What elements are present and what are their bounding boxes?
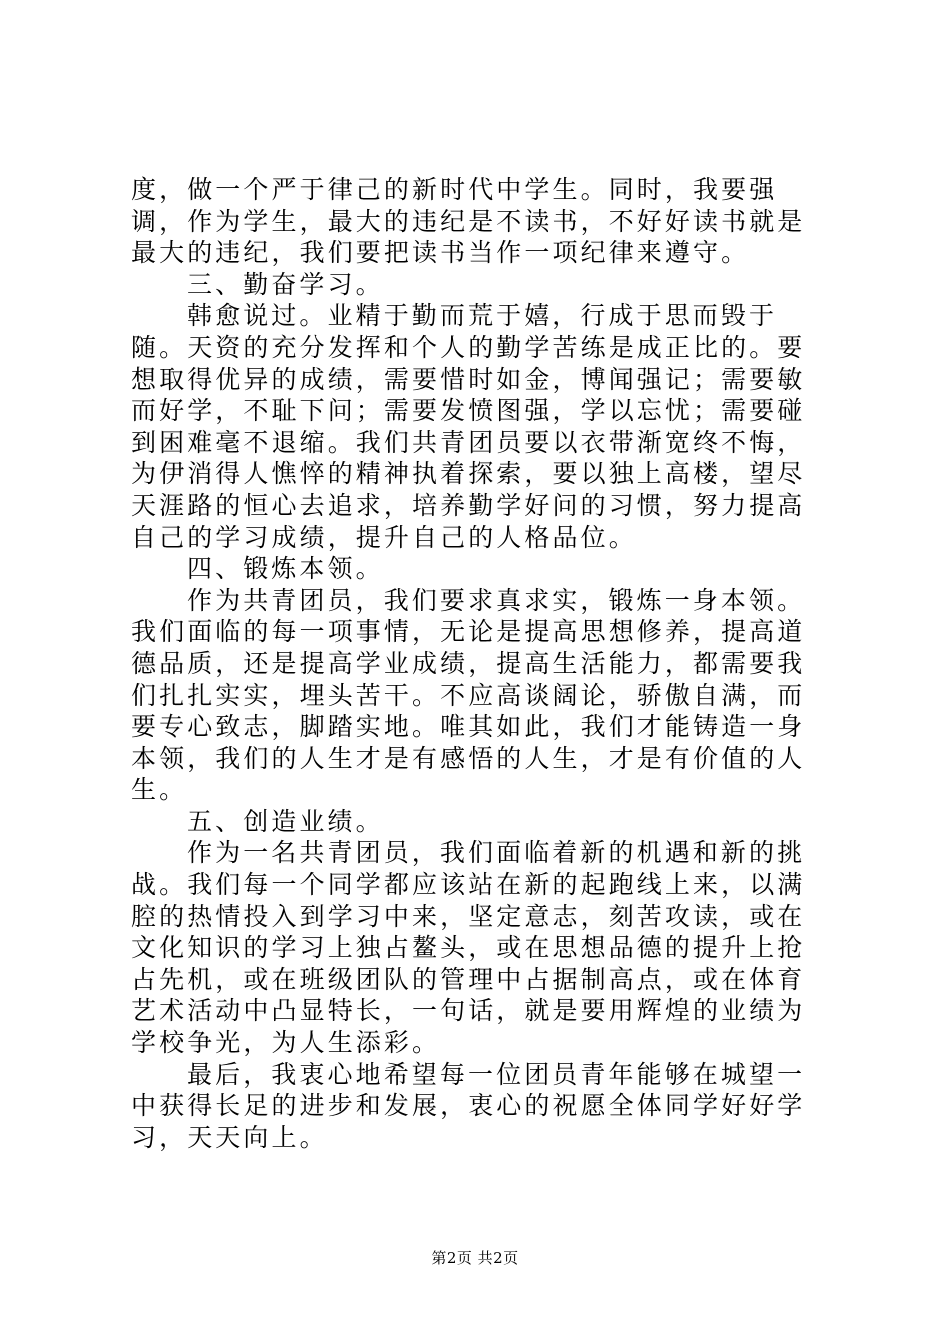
document-body bbox=[131, 174, 831, 1153]
section-heading-achievement: 五、创造业绩。 bbox=[187, 806, 384, 836]
section-heading-study: 三、勤奋学习。 bbox=[187, 269, 384, 299]
paragraph-continuation: 度，做一个严于律己的新时代中学生。同时，我要强调，作为学生，最大的违纪是不读书，不好好读书就是最大的违纪，我们要把读书当作一项纪律来遵守。 bbox=[131, 175, 806, 268]
paragraph-closing: 最后，我衷心地希望每一位团员青年能够在城望一中获得长足的进步和发展，衷心的祝愿全体同学好好学习，天天向上。 bbox=[131, 1059, 806, 1152]
paragraph-study: 韩愈说过。业精于勤而荒于嬉，行成于思而毁于随。天资的充分发挥和个人的勤学苦练是成正比的。要想取得优异的成绩，需要惜时如金，博闻强记；需要敏而好学，不耻下问；需要发愤图强，学以忘忧；需要碰到困难毫不退缩。我们共青团员要以衣带渐宽终不悔，为伊消得人憔悴的精神执着探索，要以独上高楼，望尽天涯路的恒心去追求，培养勤学好问的习惯，努力提高自己的学习成绩，提升自己的人格品位。 bbox=[131, 301, 806, 552]
paragraph-achievement: 作为一名共青团员，我们面临着新的机遇和新的挑战。我们每一个同学都应该站在新的起跑线上来，以满腔的热情投入到学习中来，坚定意志，刻苦攻读，或在文化知识的学习上独占鳌头，或在思想品德的提升上抢占先机，或在班级团队的管理中占据制高点，或在体育艺术活动中凸显特长，一句话，就是要用辉煌的业绩为学校争光，为人生添彩。 bbox=[131, 838, 806, 1058]
paragraph-skills: 作为共青团员，我们要求真求实，锻炼一身本领。我们面临的每一项事情，无论是提高思想修养，提高道德品质，还是提高学业成绩，提高生活能力，都需要我们扎扎实实，埋头苦干。不应高谈阔论，骄傲自满，而要专心致志，脚踏实地。唯其如此，我们才能铸造一身本领，我们的人生才是有感悟的人生，才是有价值的人生。 bbox=[131, 585, 806, 805]
page-number: 第2页 共2页 bbox=[431, 1249, 519, 1267]
page-footer bbox=[0, 1247, 950, 1268]
section-heading-skills: 四、锻炼本领。 bbox=[187, 554, 384, 584]
